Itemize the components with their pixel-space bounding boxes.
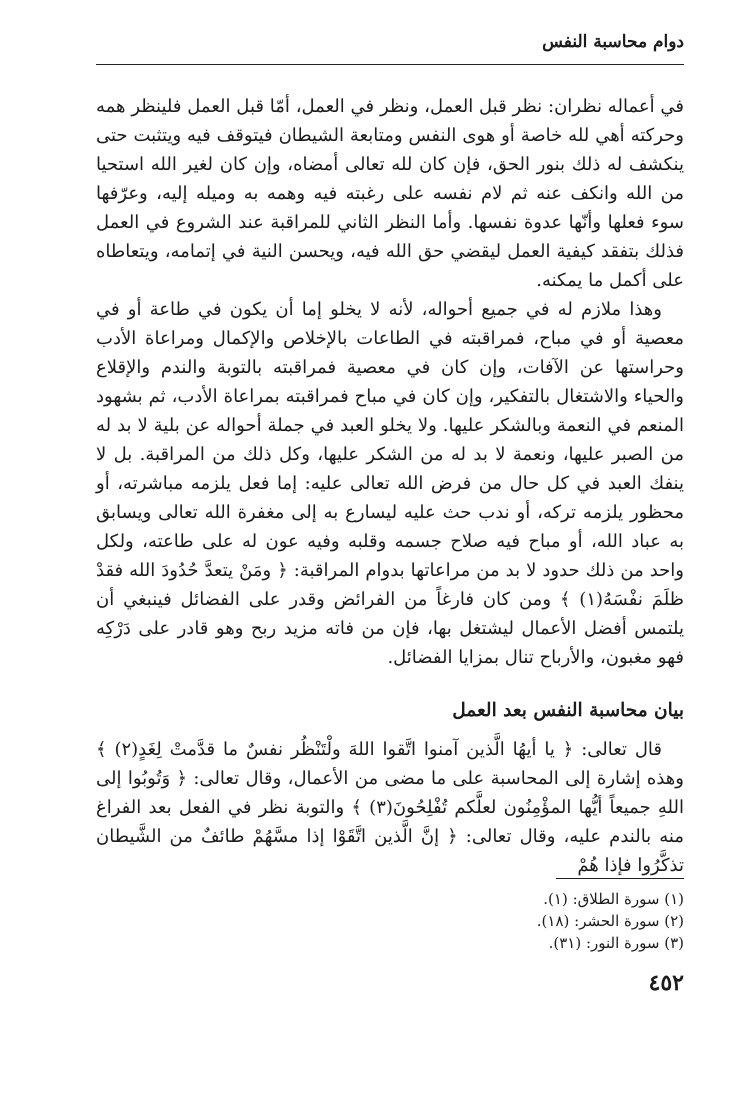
header-rule: [96, 64, 684, 65]
footnote: (٢) سورة الحشر: (١٨).: [536, 912, 684, 930]
paragraph: في أعماله نظران: نظر قبل العمل، ونظر في العمل، أمّا قبل العمل فلينظر همه وحركته أهي لله خاصة أو هوى النفس ومتابعة الشيطان فيتوقف فيه ويتثبت حتى ينكشف له ذلك بنور الحق، فإن كان لله تعالى أمضاه، وإن كان لغير الله استحيا من الله وانكف عنه ثم لام نفسه على رغبته فيه وهمه به وميله إليه، وعرّفها سوء فعلها وأنّها عدوة نفسها. وأما النظر الثاني للمراقبة عند الشروع في العمل فذلك بتفقد كيفية العمل ليقضي حق الله فيه، ويحسن النية في إتمامه، ويتعاطاه على أكمل ما يمكنه.: [96, 96, 684, 291]
page-number: ٤٥٢: [648, 970, 684, 996]
footnote: (٣) سورة النور: (٣١).: [548, 934, 684, 952]
paragraph: وهذا ملازم له في جميع أحواله، لأنه لا يخلو إما أن يكون في طاعة أو في معصية أو في مباح، فمراقبته في الطاعات بالإخلاص والإكمال ومراعاة الأدب وحراستها عن الآفات، وإن كان في معصية فمراقبته بالتوبة والندم والإقلاع والحياء والاشتغال بالتفكير، وإن كان في مباح فمراقبته بمراعاة الأدب، ثم بشهود المنعم في النعمة وبالشكر عليها. ولا يخلو العبد في جملة أحواله عن بلية لا بد له من الصبر عليها، ونعمة لا بد له من الشكر عليها، وكل ذلك من المراقبة. بل لا ينفك العبد في كل حال من فرض الله تعالى عليه: إما فعل يلزمه مباشرته، أو محظور يلزمه تركه، أو ندب حث عليه ليسارع به إلى مغفرة الله تعالى ويسابق به عباد الله، أو مباح فيه صلاح جسمه وقلبه وفيه عون له على طاعته، ولكل واحد من ذلك حدود لا بد من مراعاتها بدوام المراقبة: ﴿ ومَنْ يتعدَّ حُدُودَ الله فقدْ ظلَمَ نفْسَهُ(١) ﴾ ومن كان فارغاً من الفرائض وقدر على الفضائل فينبغي أن يلتمس أفضل الأعمال ليشتغل بها، فإن من فاته مزيد ربح وهو قادر على دَرْكِه فهو مغبون، والأرباح تنال بمزايا الفضائل.: [96, 299, 684, 668]
footnote-rule: [556, 878, 684, 879]
running-head: دوام محاسبة النفس: [542, 32, 684, 52]
footnotes: [384, 878, 684, 954]
page-body: [96, 92, 684, 880]
paragraph: قال تعالى: ﴿ يا أيهُا الَّذين آمنوا اتَّقوا اللهَ ولْتَنْظُر نفسٌ ما قدَّمتْ لِغَدٍ(٢) ﴾ وهذه إشارة إلى المحاسبة على ما مضى من الأعمال، وقال تعالى: ﴿ وَتُوبُوا إلى اللهِ جميعاً أيُّها المؤْمِنُون لعلَّكم تُفْلِحُونَ(٣) ﴾ والتوبة نظر في الفعل بعد الفراغ منه بالندم عليه، وقال تعالى: ﴿ إنَّ الَّذين اتَّقَوْا إذا مسَّهُمْ طائفٌ من الشَّيطان تذكَّرُوا فإذا هُمْ: [96, 739, 684, 876]
footnote: (١) سورة الطلاق: (١).: [543, 890, 684, 908]
section-heading: بيان محاسبة النفس بعد العمل: [452, 700, 684, 721]
